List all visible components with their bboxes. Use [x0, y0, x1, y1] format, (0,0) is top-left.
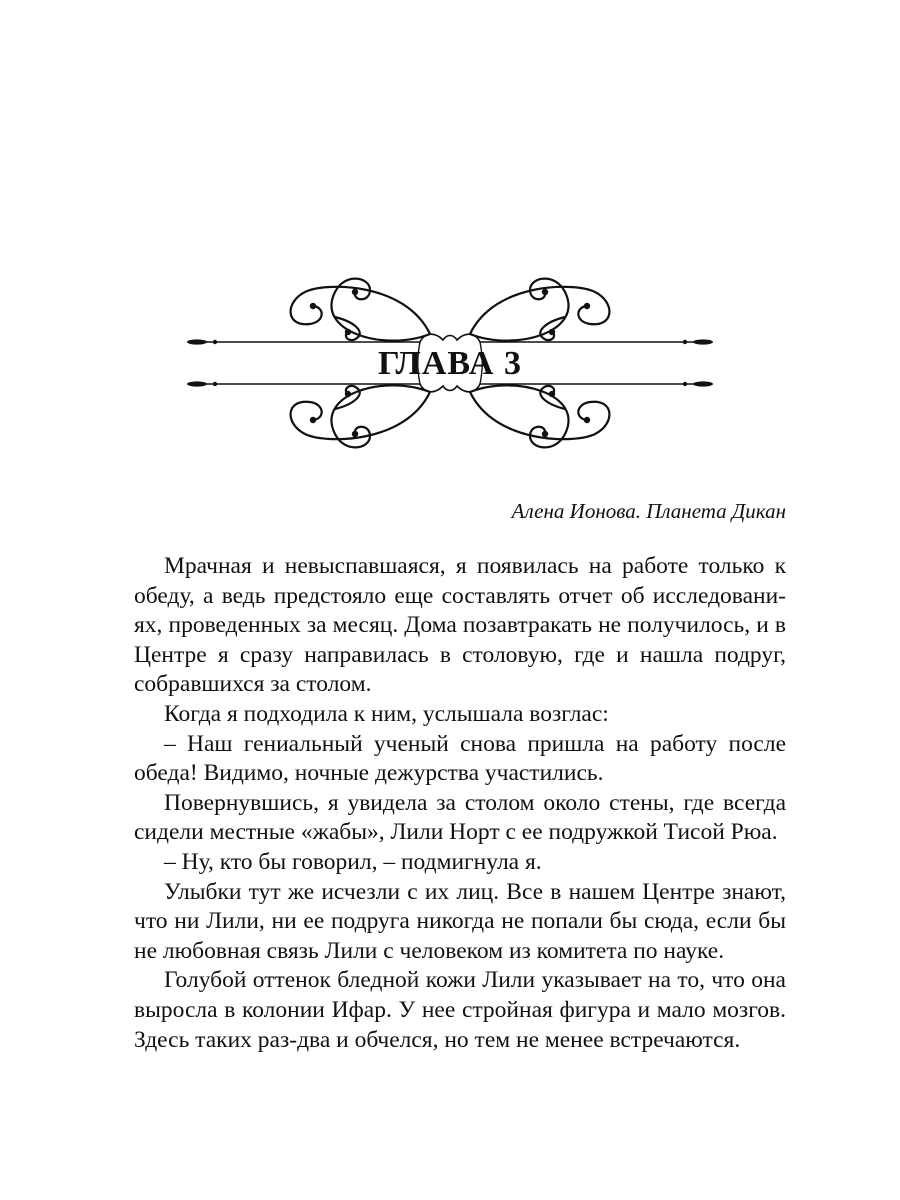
bottom-left-swirl: [291, 385, 430, 447]
paragraph: Мрачная и невыспавшаяся, я появилась на работе только к обеду, а ведь предстояло еще составлять отчет об исследованиях, проведенных за месяц. Дома позавтракать не получилось, и в Центре я сразу направилась в столовую, где и нашла подруг, собравшихся за столом.: [134, 553, 786, 698]
bottom-right-swirl: [470, 385, 609, 447]
paragraph: – Наш гениальный ученый снова пришла на работу после обеда! Видимо, ночные дежурства участились.: [134, 730, 786, 787]
body-text: [134, 552, 786, 1055]
paragraph: – Ну, кто бы говорил, – подмигнула я.: [164, 848, 542, 875]
paragraph: Повернувшись, я увидела за столом около стены, где всегда сидели местные «жабы», Лили Норт с ее подружкой Тисой Рюа.: [134, 789, 786, 846]
chapter-title: ГЛАВА 3: [378, 345, 522, 382]
top-left-swirl: [291, 279, 430, 341]
paragraph: Когда я подходила к ним, услышала возглас:: [164, 700, 609, 727]
running-header: Алена Ионова. Планета Дикан: [511, 499, 786, 523]
top-right-swirl: [470, 279, 609, 341]
paragraph: Голубой оттенок бледной кожи Лили указывает на то, что она выросла в колонии Ифар. У нее стройная фигура и мало мозгов. Здесь таких раз-два и обчелся, но тем не менее встречаются.: [134, 967, 786, 1053]
paragraph: Улыбки тут же исчезли с их лиц. Все в нашем Центре знают, что ни Лили, ни ее подруга никогда не попали бы сюда, если бы не любовная связь Лили с человеком из комитета по науке.: [134, 878, 786, 964]
